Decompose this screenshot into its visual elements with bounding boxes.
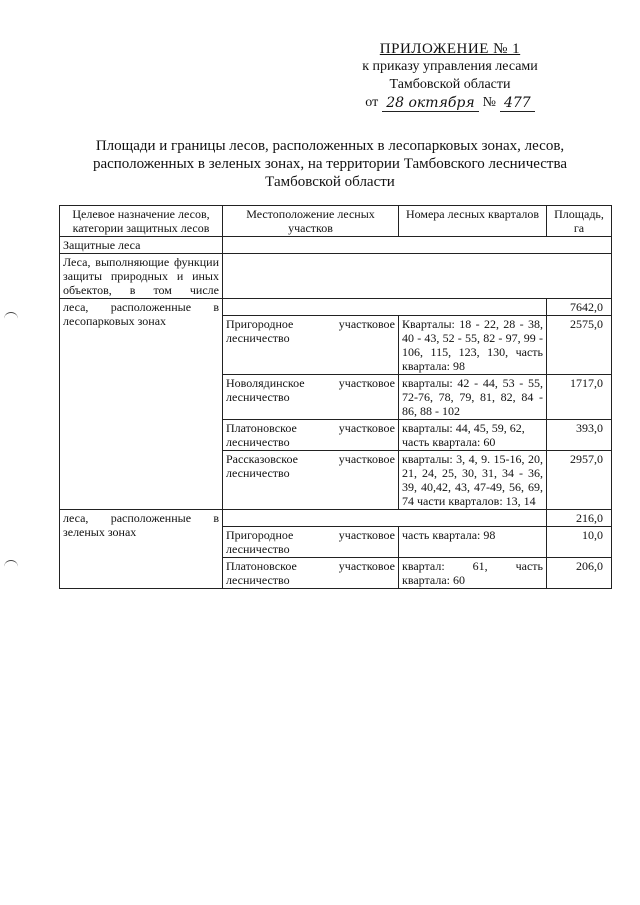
quarters-text: кварталы: 44, 45, 59, 62,: [402, 421, 525, 435]
location-cell: Платоновское участковое лесничество: [223, 558, 399, 589]
from-label: от: [365, 95, 379, 110]
quarters-extra: часть квартала: 60: [402, 435, 496, 449]
header-location: Местоположение лесных участков: [223, 206, 399, 237]
functions-cell: Леса, выполняющие функции защиты природных и иных объектов, в том числе: [60, 254, 223, 299]
margin-mark: [4, 312, 18, 321]
location-cell: Пригородное участковое лесничество: [223, 527, 399, 558]
region-line: Тамбовской области: [389, 77, 511, 92]
appendix-title: ПРИЛОЖЕНИЕ № 1: [379, 41, 521, 57]
empty-cell: [223, 510, 547, 527]
forest-park-label: леса, расположенные в лесопарковых зонах: [60, 299, 223, 510]
appendix-header: [300, 40, 600, 112]
quarters-cell: Кварталы: 18 - 22, 28 - 38, 40 - 43, 52 - 55, 82 - 97, 99 - 106, 115, 123, 130, часть квартала: 98: [399, 316, 547, 375]
quarters-cell: кварталы: 42 - 44, 53 - 55, 72-76, 78, 79, 81, 82, 84 - 86, 88 - 102: [399, 375, 547, 420]
location-cell: Платоновское участковое лесничество: [223, 420, 399, 451]
handwritten-number: 477: [500, 95, 535, 112]
table-row: [60, 237, 612, 254]
area-cell: 206,0: [547, 558, 612, 589]
table-header-row: [60, 206, 612, 237]
area-cell: 2957,0: [547, 451, 612, 510]
area-cell: 393,0: [547, 420, 612, 451]
table-row: [60, 254, 612, 299]
quarters-cell: кварталы: 3, 4, 9. 15-16, 20, 21, 24, 25, 30, 31, 34 - 36, 39, 40,42, 43, 47-49, 56, 69, 74 части кварталов: 13, 14: [399, 451, 547, 510]
order-date-number: [300, 94, 600, 112]
table-row: [60, 510, 612, 527]
empty-cell: [223, 254, 612, 299]
table-row: [60, 299, 612, 316]
area-cell: 1717,0: [547, 375, 612, 420]
green-zone-total: 216,0: [547, 510, 612, 527]
location-cell: Рассказовское участковое лесничество: [223, 451, 399, 510]
forest-areas-table: [59, 205, 612, 589]
empty-cell: [223, 237, 612, 254]
green-zone-label: леса, расположенные в зеленых зонах: [60, 510, 223, 589]
handwritten-date: 28 октября: [382, 95, 478, 112]
protective-forests-cell: Защитные леса: [60, 237, 223, 254]
location-cell: Пригородное участковое лесничество: [223, 316, 399, 375]
quarters-cell: часть квартала: 98: [399, 527, 547, 558]
location-cell: Новолядинское участковое лесничество: [223, 375, 399, 420]
number-label: №: [482, 95, 496, 110]
forest-park-total: 7642,0: [547, 299, 612, 316]
header-purpose: Целевое назначение лесов, категории защитных лесов: [60, 206, 223, 237]
area-cell: 10,0: [547, 527, 612, 558]
header-quarters: Номера лесных кварталов: [399, 206, 547, 237]
order-line: к приказу управления лесами: [362, 59, 538, 74]
quarters-cell: [399, 420, 547, 451]
margin-mark: [4, 560, 18, 569]
header-area: Площадь, га: [547, 206, 612, 237]
area-cell: 2575,0: [547, 316, 612, 375]
empty-cell: [223, 299, 547, 316]
document-title: Площади и границы лесов, расположенных в лесопарковых зонах, лесов, расположенных в зеленых зонах, на территории Тамбовского лесничества Тамбовской области: [92, 138, 568, 190]
quarters-cell: квартал: 61, часть квартала: 60: [399, 558, 547, 589]
